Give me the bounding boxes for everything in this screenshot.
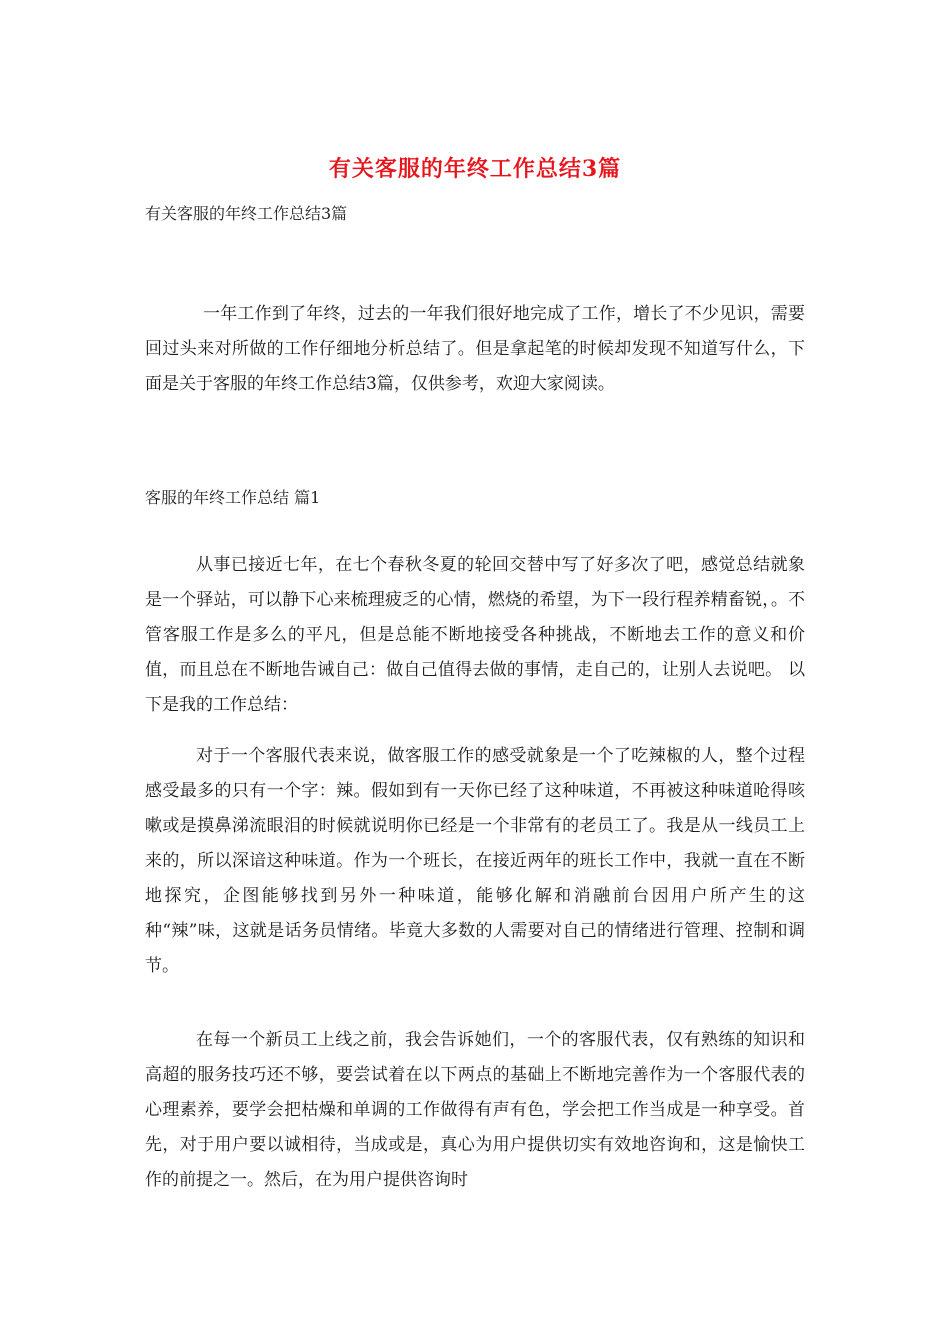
body-paragraph-1: 从事已接近七年，在七个春秋冬夏的轮回交替中写了好多次了吧，感觉总结就象是一个驿站，可以静下心来梳理疲乏的心情，燃烧的希望，为下一段行程养精畜锐，。不管客服工作是多么的平凡，但是总能不断地接受各种挑战，不断地去工作的意义和价值，而且总在不断地告诫自己：做自己值得去做的事情，走自己的，让别人去说吧。 以下是我的工作总结： bbox=[145, 555, 805, 715]
intro-paragraph: 一年工作到了年终，过去的一年我们很好地完成了工作，增长了不少见识，需要回过头来对所做的工作仔细地分析总结了。但是拿起笔的时候却发现不知道写什么，下面是关于客服的年终工作总结3篇，仅供参考，欢迎大家阅读。 bbox=[145, 304, 805, 394]
body-paragraph-2: 对于一个客服代表来说，做客服工作的感受就象是一个了吃辣椒的人，整个过程感受最多的只有一个字：辣。假如到有一天你已经了这种味道，不再被这种味道呛得咳嗽或是摸鼻涕流眼泪的时候就说明你已经是一个非常有的老员工了。我是从一线员工上来的，所以深谙这种味道。作为一个班长，在接近两年的班长工作中，我就一直在不断地探究，企图能够找到另外一种味道，能够化解和消融前台因用户所产生的这种“辣”味，这就是话务员情绪。毕竟大多数的人需要对自己的情绪进行管理、控制和调节。 bbox=[145, 746, 805, 976]
section-heading: 客服的年终工作总结 篇1 bbox=[145, 488, 321, 507]
body-paragraph-3: 在每一个新员工上线之前，我会告诉她们，一个的客服代表，仅有熟练的知识和高超的服务技巧还不够，要尝试着在以下两点的基础上不断地完善作为一个客服代表的心理素养，要学会把枯燥和单调的工作做得有声有色，学会把工作当成是一种享受。首先，对于用户要以诚相待，当成或是，真心为用户提供切实有效地咨询和，这是愉快工作的前提之一。然后，在为用户提供咨询时 bbox=[145, 1030, 805, 1190]
document-title: 有关客服的年终工作总结3篇 bbox=[328, 156, 622, 182]
document-subtitle: 有关客服的年终工作总结3篇 bbox=[145, 204, 348, 223]
